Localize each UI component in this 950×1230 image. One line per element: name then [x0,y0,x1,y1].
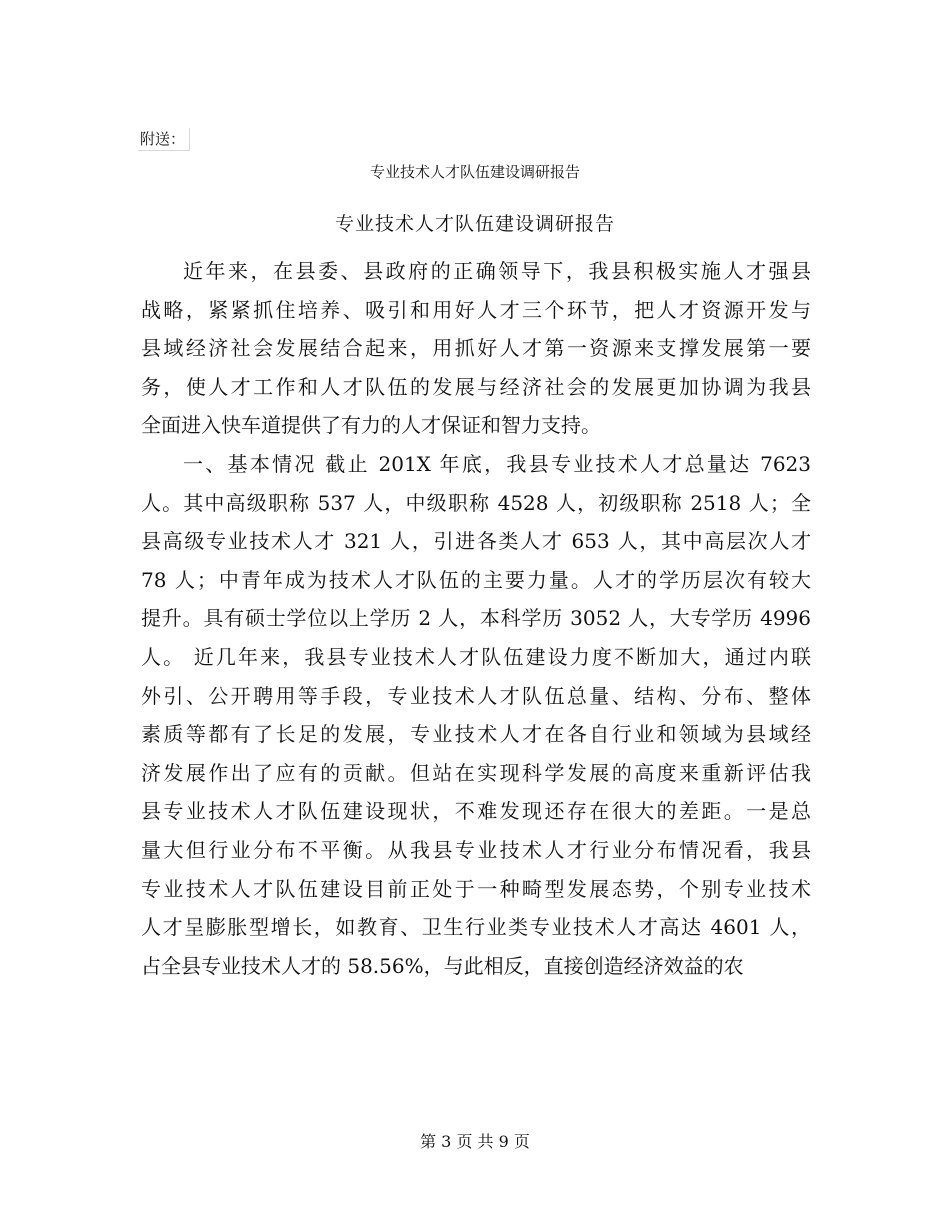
body-line: 务，使人才工作和人才队伍的发展与经济社会的发展更加协调为我县 [141,374,811,399]
body-line: 近年来，在县委、县政府的正确领导下，我县积极实施人才强县 [183,259,811,283]
page-footer: 第 3 页 共 9 页 [420,1132,530,1151]
body-line: 外引、公开聘用等手段，专业技术人才队伍总量、结构、分布、整体 [141,683,811,708]
body-line: 人。其中高级职称 537 人，中级职称 4528 人，初级职称 2518 人；全 [141,490,811,515]
document-body [141,252,811,985]
body-line: 78 人；中青年成为技术人才队伍的主要力量。人才的学历层次有较大 [141,567,811,592]
body-line: 一、基本情况 截止 201X 年底，我县专业技术人才总量达 7623 [183,451,811,476]
body-line: 济发展作出了应有的贡献。但站在实现科学发展的高度来重新评估我 [141,760,811,785]
body-line: 人才呈膨胀型增长，如教育、卫生行业类专业技术人才高达 4601 人， [141,915,811,940]
body-line: 专业技术人才队伍建设目前正处于一种畸型发展态势，个别专业技术 [141,876,811,901]
body-line: 全面进入快车道提供了有力的人才保证和智力支持。 [141,413,601,438]
document-title: 专业技术人才队伍建设调研报告 [334,213,615,235]
body-line: 县专业技术人才队伍建设现状，不难发现还存在很大的差距。一是总 [141,799,811,824]
body-line: 战略，紧紧抓住培养、吸引和用好人才三个环节，把人才资源开发与 [141,297,811,322]
body-line: 占全县专业技术人才的 58.56%，与此相反，直接创造经济效益的农 [141,953,744,978]
appendix-label: 附送： [138,128,190,151]
body-line: 提升。具有硕士学位以上学历 2 人，本科学历 3052 人，大专学历 4996 [141,606,811,631]
body-line: 素质等都有了长足的发展，专业技术人才在各自行业和领域为县域经 [141,722,811,747]
body-line: 县高级专业技术人才 321 人，引进各类人才 653 人，其中高层次人才 [141,529,811,554]
body-line: 量大但行业分布不平衡。从我县专业技术人才行业分布情况看，我县 [141,837,811,862]
page-header-title: 专业技术人才队伍建设调研报告 [369,163,580,181]
body-line: 人。 近几年来，我县专业技术人才队伍建设力度不断加大，通过内联 [141,644,811,669]
body-line: 县域经济社会发展结合起来，用抓好人才第一资源来支撑发展第一要 [141,336,811,361]
